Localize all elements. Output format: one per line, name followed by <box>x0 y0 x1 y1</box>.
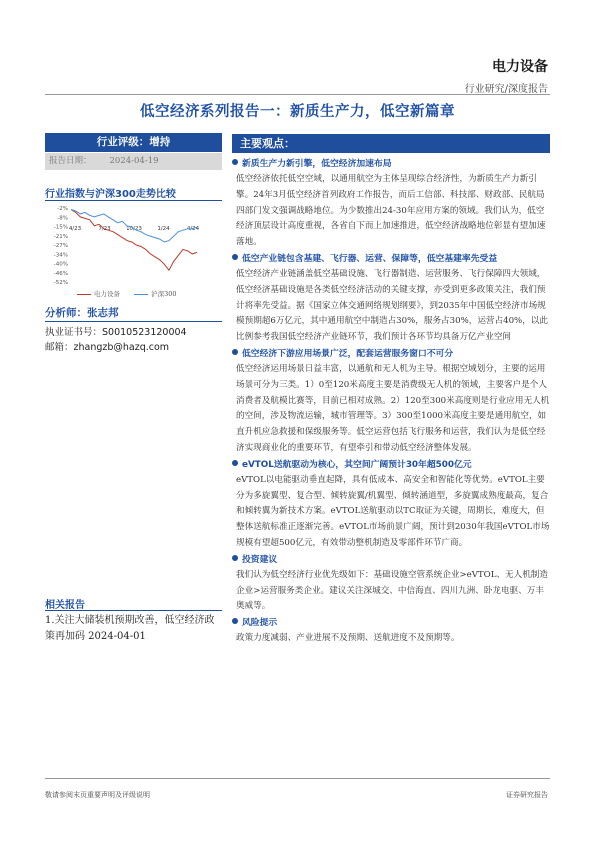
section-body: 低空经济运用场景日益丰富，以通航和无人机为主导。根据空域划分，主要的运用场景可分为三类。1）0至120米高度主要是消费级无人机的领域，主要客户是个人消费者及航模比赛等，目前已相对成熟。2）120至300米高度则是行业应用无人机的空间，涉及物流运输，城市管理等。3）300至1000米高度主要是通用航空，如直升机应急救援和保级服务等。低空运营包括飞行服务和运营，我们认为是低空经济实现商业化的重要环节，有望牵引和带动低空经济整体发展。 <box>236 363 550 453</box>
section-heading: 投资建议 <box>232 553 550 568</box>
x-tick-label: 10/23 <box>126 226 142 232</box>
x-tick-label: 1/24 <box>157 226 170 232</box>
section-heading: eVTOL送航驱动为核心，其空间广阔预计30年超500亿元 <box>232 458 550 473</box>
y-tick-label: -46% <box>53 270 68 277</box>
section-heading: 低空经济下游应用场景广泛，配套运营服务窗口不可分 <box>232 347 550 362</box>
industry-name: 电力设备 <box>492 59 548 75</box>
y-tick-label: -2% <box>57 206 68 212</box>
chart-divider <box>45 200 222 201</box>
related-divider <box>45 610 222 611</box>
report-type: 行业研究/深度报告 <box>464 84 548 95</box>
main-points-content <box>232 157 550 648</box>
y-tick-label: -21% <box>53 233 68 240</box>
y-tick-label: -27% <box>53 243 68 249</box>
certificate-number: 执业证书号：S0010523120004 <box>45 327 187 338</box>
header-divider <box>45 94 550 95</box>
legend-label-hs300: 沪深300 <box>151 290 177 298</box>
chart-legend <box>77 289 177 298</box>
bullet-icon <box>232 555 238 561</box>
report-date-label: 报告日期： <box>49 156 92 166</box>
report-date: 2024-04-19 <box>109 156 159 166</box>
y-tick-label: -34% <box>53 252 68 259</box>
index-comparison-chart <box>45 204 215 286</box>
section-body: 政策力度减弱、产业进展不及预期、送航进度不及预期等。 <box>236 633 460 644</box>
y-tick-label: -40% <box>53 261 68 268</box>
related-reports-title: 相关报告 <box>45 600 85 611</box>
analyst-name: 分析师：张志邦 <box>45 307 119 319</box>
y-tick-label: -8% <box>57 215 68 222</box>
analyst-divider <box>45 321 222 322</box>
x-tick-label: 4/23 <box>68 226 82 232</box>
footer-divider <box>45 778 550 779</box>
series-line-0 <box>68 210 197 271</box>
section-body: 低空经济依托低空空域，以通用航空为主体呈现综合经济性，为新质生产力新引擎。24年3月低空经济首列政府工作报告，而后工信部、科技部、财政部、民航局四部门发文强调战略地位。为少数推出24-30年应用方案的领域。我们认为，低空经济顶层设计高度重视，各省自下而上加速推进，低空经济战略地位彰显有望加速落地。 <box>236 174 546 248</box>
main-points-header: 主要观点： <box>232 134 550 153</box>
x-tick-label: 4/24 <box>186 226 200 232</box>
report-date-bar <box>45 153 222 170</box>
section-heading: 风险提示 <box>232 616 550 631</box>
legend-swatch-industry <box>77 294 91 295</box>
x-tick-label: 7/23 <box>98 226 111 232</box>
industry-rating: 行业评级：增持 <box>45 133 222 152</box>
section-heading: 新质生产力新引擎，低空经济加速布局 <box>232 157 550 172</box>
section-body: eVTOL以电能驱动垂直起降，具有低成本、高安全和智能化等优势。eVTOL主要分为多旋翼型、复合型、倾转旋翼/机翼型、倾转涵道型，多旋翼成熟度最高，复合和倾转翼为新技术方案。eVTOL送航驱动以TC取证为关键，周期长，难度大，但整体送航标准正逐渐完善。eVTOL市场前景广阔，预计到2030年我国eVTOL市场规模有望超500亿元，有效带动整机制造及零部件环节广商。 <box>236 474 550 548</box>
y-tick-label: -52% <box>53 280 68 286</box>
footer-disclaimer: 敬请参阅末页重要声明及评级说明 <box>45 791 150 799</box>
analyst-email: 邮箱：zhangzb@hazq.com <box>45 342 170 353</box>
section-body: 我们认为低空经济行业优先级如下：基础设施空管系统企业>eVTOL、无人机制造企业>运营服务类企业。建议关注深城交、中信海直、四川九洲、卧龙电驱、万丰奥威等。 <box>236 569 548 612</box>
bullet-icon <box>232 254 238 260</box>
legend-label-industry: 电力设备 <box>94 290 120 298</box>
report-title: 低空经济系列报告一：新质生产力，低空新篇章 <box>140 104 455 120</box>
bullet-icon <box>232 460 238 466</box>
chart-title: 行业指数与沪深300走势比较 <box>45 189 176 200</box>
bullet-icon <box>232 618 238 624</box>
bullet-icon <box>232 349 238 355</box>
legend-swatch-hs300 <box>134 294 148 295</box>
section-heading: 低空产业链包含基建、飞行器、运营、保障等，低空基建率先受益 <box>232 252 550 267</box>
footer-label: 证券研究报告 <box>506 791 548 799</box>
related-report-item[interactable]: 1.关注大储装机预期改善，低空经济政策再加码 2024-04-01 <box>45 615 215 642</box>
y-tick-label: -15% <box>53 224 68 231</box>
section-body: 低空经济产业链涵盖低空基础设施、飞行器制造、运营服务、飞行保障四大领域，低空经济基础设施是各类低空经济活动的关键支撑，亦受到更多政策关注，我们预计将率先受益。据《国家立体交通网络规划纲要》，到2035年中国低空经济市场规模预期超6万亿元，其中通用航空中制造占30%，服务占30%，运营占40%，以此比例参考我国低空经济产业链环节，我们预计各环节均具备万亿产业空间 <box>236 268 548 343</box>
bullet-icon <box>232 159 238 165</box>
